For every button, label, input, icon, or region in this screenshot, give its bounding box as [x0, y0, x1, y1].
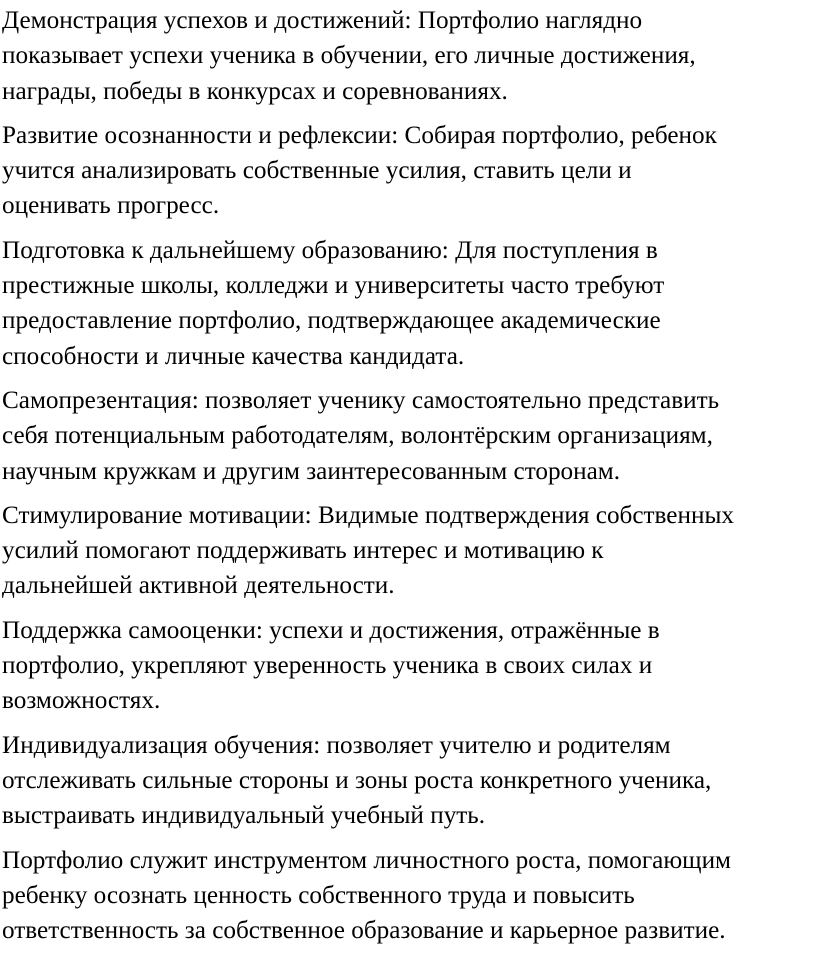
text-line: выстраивать индивидуальный учебный путь. [2, 802, 486, 830]
text-line: Поддержка самооценки: успехи и достижения, отражённые в [2, 616, 660, 644]
text-line: дальнейшей активной деятельности. [2, 572, 395, 600]
document-body [2, 3, 816, 957]
paragraph-further-education [2, 233, 816, 374]
text-line: себя потенциальным работодателям, волонтёрским организациям, [2, 422, 713, 450]
text-line: Самопрезентация: позволяет ученику самостоятельно представить [2, 386, 720, 414]
text-line: ребенку осознать ценность собственного труда и повысить [2, 881, 635, 909]
text-line: Индивидуализация обучения: позволяет учителю и родителям [2, 731, 671, 759]
text-line: портфолио, укрепляют уверенность ученика в своих силах и [2, 652, 653, 680]
text-line: отслеживать сильные стороны и зоны роста конкретного ученика, [2, 766, 712, 794]
text-line: усилий помогают поддерживать интерес и мотивацию к [2, 537, 604, 565]
text-line: престижные школы, колледжи и университеты часто требуют [2, 272, 665, 300]
text-line: учится анализировать собственные усилия, ставить цели и [2, 157, 632, 185]
text-line: предоставление портфолио, подтверждающее академические [2, 307, 661, 335]
text-line: показывает успехи ученика в обучении, его личные достижения, [2, 42, 696, 70]
text-line: возможностях. [2, 687, 161, 715]
paragraph-individualization [2, 728, 816, 834]
paragraph-motivation [2, 498, 816, 604]
text-line: Демонстрация успехов и достижений: Портфолио наглядно [2, 7, 643, 34]
text-line: Развитие осознанности и рефлексии: Собирая портфолио, ребенок [2, 121, 717, 149]
text-line: награды, победы в конкурсах и соревнованиях. [2, 77, 508, 105]
text-line: Портфолио служит инструментом личностного роста, помогающим [2, 846, 731, 874]
text-line: ответственность за собственное образование и карьерное развитие. [2, 917, 726, 945]
paragraph-reflection [2, 118, 816, 224]
paragraph-self-esteem [2, 613, 816, 719]
text-line: научным кружкам и другим заинтересованным сторонам. [2, 457, 621, 485]
paragraph-achievements [2, 3, 816, 109]
text-line: способности и личные качества кандидата. [2, 342, 465, 370]
text-line: Подготовка к дальнейшему образованию: Для поступления в [2, 236, 658, 264]
paragraph-conclusion [2, 843, 816, 949]
text-line: Стимулирование мотивации: Видимые подтверждения собственных [2, 501, 734, 529]
text-line: оценивать прогресс. [2, 192, 220, 220]
paragraph-self-presentation [2, 383, 816, 489]
